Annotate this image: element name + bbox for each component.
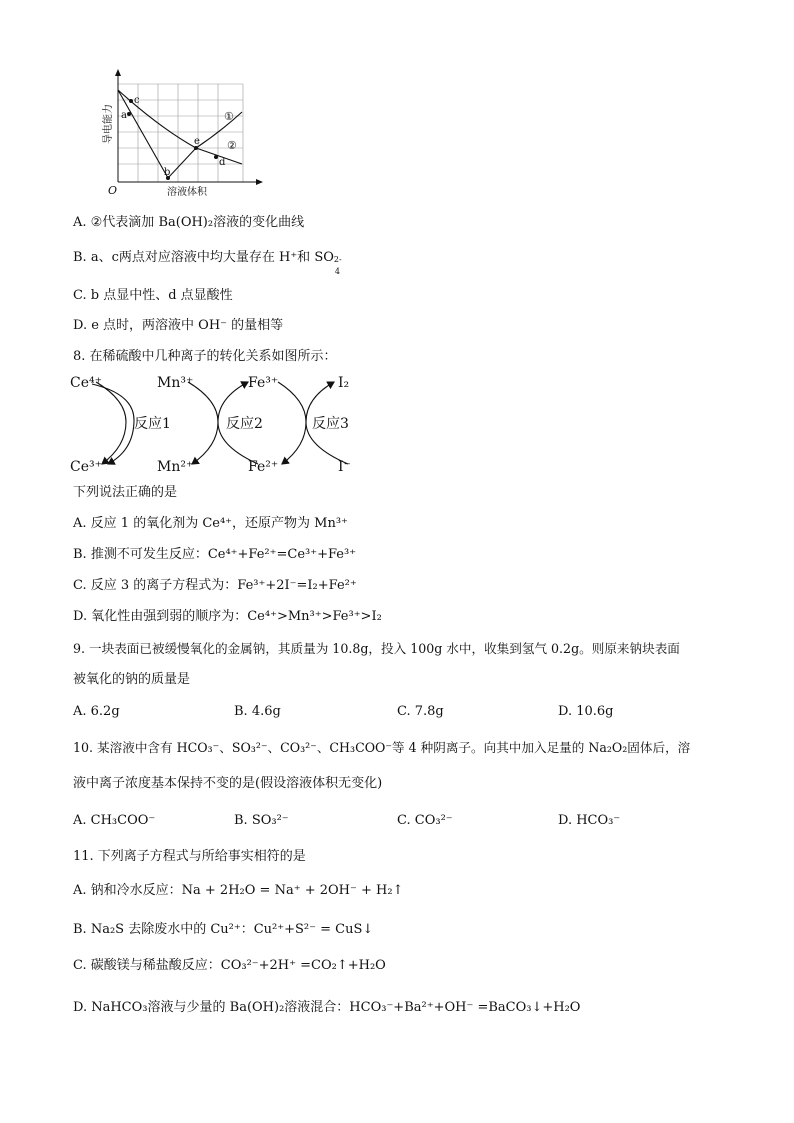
q7-option-b: B. a、c两点对应溶液中均大量存在 H⁺和 SO 2- 4 <box>73 250 342 276</box>
q8-option-b: B. 推测不可发生反应：Ce⁴⁺+Fe²⁺=Ce³⁺+Fe³⁺ <box>73 547 357 562</box>
q11-stem: 11. 下列离子方程式与所给事实相符的是 <box>73 849 306 864</box>
ion-fe2: Fe²⁺ <box>248 459 279 475</box>
point-e: e <box>194 136 200 147</box>
ion-mn3: Mn³⁺ <box>157 375 194 391</box>
q9-option-d: D. 10.6g <box>558 704 614 719</box>
q8-ask: 下列说法正确的是 <box>73 485 178 500</box>
x-axis-label: 溶液体积 <box>167 187 207 198</box>
point-c: c <box>134 95 140 106</box>
q11-option-a: A. 钠和冷水反应：Na + 2H₂O = Na⁺ + 2OH⁻ + H₂↑ <box>73 883 404 898</box>
ion-ce4: Ce⁴⁺ <box>70 375 102 391</box>
q8-stem: 8. 在稀硫酸中几种离子的转化关系如图所示： <box>73 349 337 364</box>
q7-option-d: D. e 点时，两溶液中 OH⁻ 的量相等 <box>73 318 284 333</box>
q11-option-d: D. NaHCO₃溶液与少量的 Ba(OH)₂溶液混合：HCO₃⁻+Ba²⁺+OH⁻ =BaCO₃↓+H₂O <box>73 1000 581 1015</box>
curve-2-label: ② <box>227 139 237 152</box>
origin-label: O <box>108 184 118 197</box>
q7-option-a: A. ②代表滴加 Ba(OH)₂溶液的变化曲线 <box>73 215 305 230</box>
q9-option-b: B. 4.6g <box>234 704 281 719</box>
ion-i-: I⁻ <box>338 459 351 475</box>
q8-option-a: A. 反应 1 的氧化剂为 Ce⁴⁺，还原产物为 Mn³⁺ <box>73 516 348 531</box>
q7-option-c: C. b 点显中性、d 点显酸性 <box>73 288 233 303</box>
q10-option-a: A. CH₃COO⁻ <box>73 813 156 828</box>
q10-option-d: D. HCO₃⁻ <box>558 813 621 828</box>
ion-ce3: Ce³⁺ <box>70 459 102 475</box>
q10-option-b: B. SO₃²⁻ <box>234 813 289 828</box>
reaction-1-label: 反应1 <box>134 416 171 432</box>
q10-option-c: C. CO₃²⁻ <box>397 813 453 828</box>
q8-option-d: D. 氧化性由强到弱的顺序为：Ce⁴⁺>Mn³⁺>Fe³⁺>I₂ <box>73 609 382 624</box>
q10-stem-line2: 液中离子浓度基本保持不变的是(假设溶液体积无变化) <box>73 776 383 791</box>
q9-option-a: A. 6.2g <box>73 704 120 719</box>
point-d: d <box>219 157 226 168</box>
ion-fe3: Fe³⁺ <box>248 375 279 391</box>
q11-option-c: C. 碳酸镁与稀盐酸反应：CO₃²⁻+2H⁺ =CO₂↑+H₂O <box>73 958 386 973</box>
q10-stem-line1: 10. 某溶液中含有 HCO₃⁻、SO₃²⁻、CO₃²⁻、CH₃COO⁻等 4 种阴离子。向其中加入足量的 Na₂O₂固体后，溶 <box>73 740 691 755</box>
ion-conversion-diagram <box>68 370 368 478</box>
y-axis-label: 导电能力 <box>103 104 114 144</box>
conductivity-graph <box>100 66 270 198</box>
q9-option-c: C. 7.8g <box>397 704 444 719</box>
point-b: b <box>164 167 171 178</box>
q9-stem-line2: 被氧化的钠的质量是 <box>73 672 191 687</box>
reaction-3-label: 反应3 <box>312 416 349 432</box>
ion-mn2: Mn²⁺ <box>157 459 194 475</box>
q8-option-c: C. 反应 3 的离子方程式为：Fe³⁺+2I⁻=I₂+Fe²⁺ <box>73 578 357 593</box>
q9-stem-line1: 9. 一块表面已被缓慢氧化的金属钠，其质量为 10.8g，投入 100g 水中，收集到氢气 0.2g。则原来钠块表面 <box>73 641 680 656</box>
point-a: a <box>121 110 127 121</box>
q11-option-b: B. Na₂S 去除废水中的 Cu²⁺：Cu²⁺+S²⁻ = CuS↓ <box>73 922 374 937</box>
curve-1-label: ① <box>224 110 234 123</box>
ion-i2: I₂ <box>338 375 350 391</box>
reaction-2-label: 反应2 <box>226 416 263 432</box>
